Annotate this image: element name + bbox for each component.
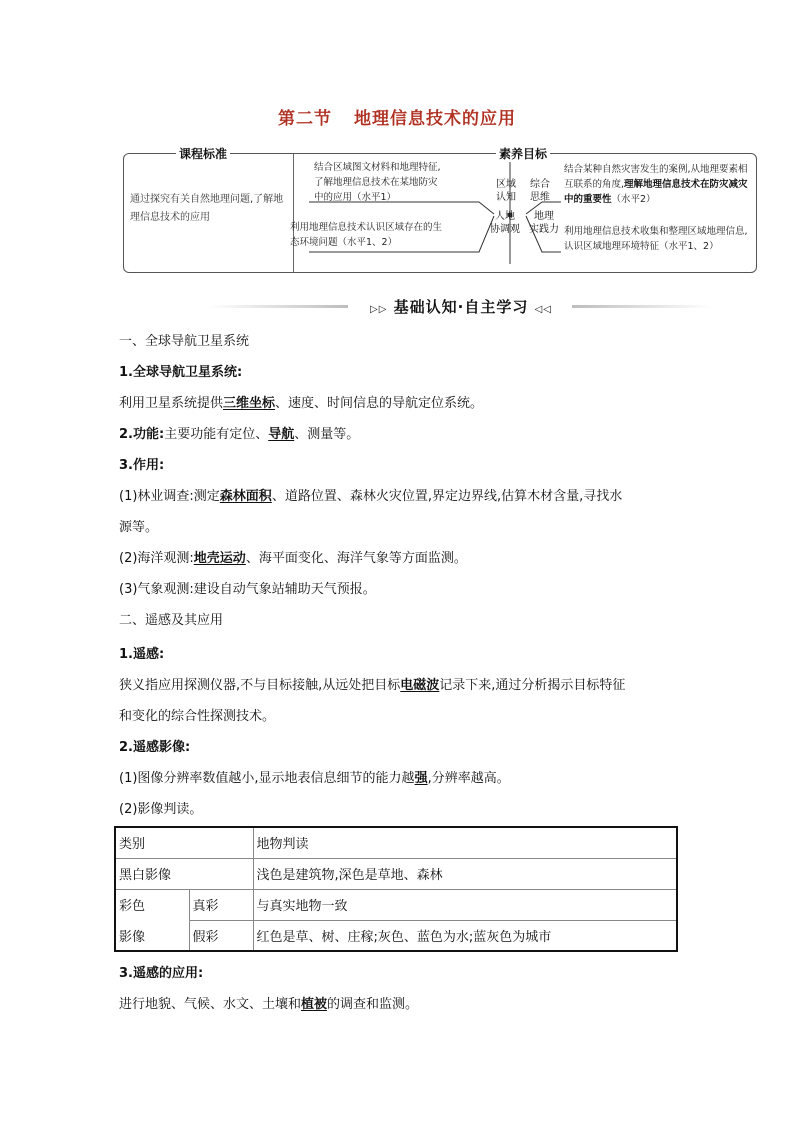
table-cell-false-color: 假彩 [189, 920, 253, 951]
table-header-category: 类别 [115, 827, 253, 858]
table-cell-color-b: 影像 [115, 920, 189, 951]
course-standard-text: 通过探究有关自然地理问题,了解地理信息技术的应用 [130, 194, 284, 223]
table-row [115, 920, 677, 951]
section-banner [0, 296, 794, 316]
para-forestry-cont: 源等。 [119, 520, 159, 535]
heading-remote-sensing: 二、遥感及其应用 [119, 613, 224, 628]
section-number: 第二节 [278, 109, 332, 129]
table-cell-color-a: 彩色 [115, 889, 189, 920]
heading-gnss: 一、全球导航卫星系统 [119, 334, 250, 349]
table-cell-false-value: 红色是草、树、庄稼;灰色、蓝色为水;蓝灰色为城市 [253, 920, 677, 951]
hub-human-land: 人地 协调观 [490, 211, 520, 235]
subheading-remote-sensing: 1.遥感: [119, 647, 165, 662]
goal-regional-cognition: 结合区域图文材料和地理特征,了解地理信息技术在某地防灾中的应用（水平1） [314, 162, 441, 203]
goal-geographic-practice: 利用地理信息技术收集和整理区域地理信息,认识区域地理环境特征（水平1、2） [564, 226, 748, 252]
banner-right-line [572, 305, 712, 308]
table-row [115, 889, 677, 920]
para-function: 2.功能:主要功能有定位、导航、测量等。 [119, 427, 360, 442]
para-image-interpretation: (2)影像判读。 [119, 802, 203, 817]
banner-arrow-left-icon: ◁◁ [534, 304, 552, 315]
subheading-rs-application: 3.遥感的应用: [119, 966, 204, 981]
table-cell-true-color: 真彩 [189, 889, 253, 920]
section-title [0, 104, 794, 129]
table-row [115, 827, 677, 858]
goal-comprehensive-thinking: 结合某种自然灾害发生的案例,从地理要素相互联系的角度,理解地理信息技术在防灾减灾中的重要性（水平2） [564, 164, 748, 205]
para-rs-def-cont: 和变化的综合性探测技术。 [119, 709, 276, 724]
banner-arrow-right-icon: ▷▷ [370, 304, 388, 315]
banner-title: ▷▷ 基础认知·自主学习 ◁◁ [370, 298, 552, 316]
subheading-role: 3.作用: [119, 458, 165, 473]
subheading-gnss: 1.全球导航卫星系统: [119, 365, 243, 380]
table-cell-bw: 黑白影像 [115, 858, 253, 889]
subheading-rs-image: 2.遥感影像: [119, 740, 191, 755]
para-ocean: (2)海洋观测:地壳运动、海平面变化、海洋气象等方面监测。 [119, 551, 467, 566]
hub-geographic-practice: 地理 实践力 [529, 211, 559, 235]
table-cell-bw-value: 浅色是建筑物,深色是草地、森林 [253, 858, 677, 889]
table-header-interpretation: 地物判读 [253, 827, 677, 858]
banner-left-line [208, 305, 348, 308]
literacy-goal-label: 素养目标 [496, 145, 550, 162]
image-interpretation-table [114, 826, 678, 952]
para-rs-def: 狭义指应用探测仪器,不与目标接触,从远处把目标电磁波记录下来,通过分析揭示目标特征 [119, 678, 626, 693]
section-name: 地理信息技术的应用 [354, 109, 516, 129]
curriculum-framework-box [123, 147, 757, 273]
hub-comprehensive-thinking: 综合 思维 [530, 179, 550, 203]
para-gnss-def: 利用卫星系统提供三维坐标、速度、时间信息的导航定位系统。 [119, 396, 484, 411]
hub-regional-cognition: 区域 认知 [496, 179, 516, 203]
course-standard-label: 课程标准 [176, 145, 230, 162]
table-cell-true-value: 与真实地物一致 [253, 889, 677, 920]
para-forestry: (1)林业调查:测定森林面积、道路位置、森林火灾位置,界定边界线,估算木材含量,寻找水 [119, 489, 623, 504]
para-resolution: (1)图像分辨率数值越小,显示地表信息细节的能力越强,分辨率越高。 [119, 771, 510, 786]
para-rs-application: 进行地貌、气候、水文、土壤和植被的调查和监测。 [119, 997, 419, 1012]
table-row [115, 858, 677, 889]
para-weather: (3)气象观测:建设自动气象站辅助天气预报。 [119, 582, 376, 597]
goal-human-land-coordination: 利用地理信息技术认识区域存在的生态环境问题（水平1、2） [290, 222, 443, 248]
